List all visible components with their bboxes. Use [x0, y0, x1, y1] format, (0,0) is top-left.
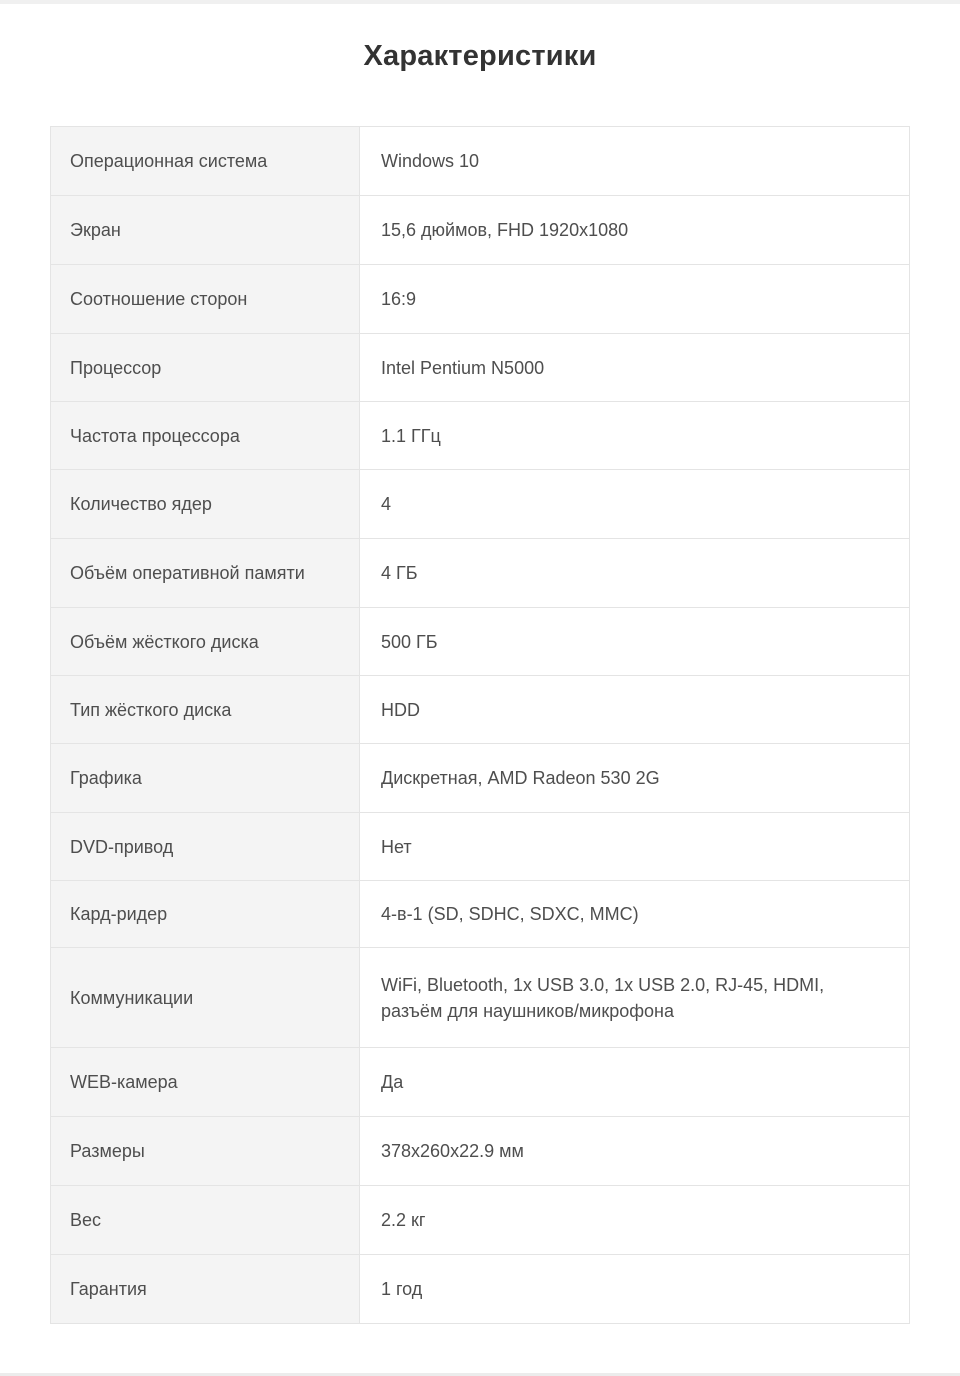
spec-label: Процессор: [51, 334, 360, 402]
spec-value: 1.1 ГГц: [360, 402, 910, 470]
table-row: [51, 265, 910, 334]
spec-label: Вес: [51, 1186, 360, 1255]
spec-label: Количество ядер: [51, 470, 360, 539]
spec-label: WEB-камера: [51, 1048, 360, 1117]
page-title: Характеристики: [363, 40, 597, 72]
spec-value: 1 год: [360, 1255, 910, 1324]
spec-value: 500 ГБ: [360, 608, 910, 676]
spec-label: Объём оперативной памяти: [51, 539, 360, 608]
spec-value: 4-в-1 (SD, SDHC, SDXC, MMC): [360, 881, 910, 948]
spec-label: Объём жёсткого диска: [51, 608, 360, 676]
spec-value: HDD: [360, 676, 910, 744]
table-row: [51, 1048, 910, 1117]
spec-label: Графика: [51, 744, 360, 813]
spec-value: 4: [360, 470, 910, 539]
table-row: [51, 539, 910, 608]
spec-value: 4 ГБ: [360, 539, 910, 608]
table-row: [51, 1186, 910, 1255]
spec-value: WiFi, Bluetooth, 1x USB 3.0, 1x USB 2.0, RJ-45, HDMI, разъём для наушников/микрофона: [360, 948, 910, 1048]
top-divider: [0, 0, 960, 4]
spec-value: 16:9: [360, 265, 910, 334]
table-row: [51, 196, 910, 265]
spec-value: Дискретная, AMD Radeon 530 2G: [360, 744, 910, 813]
spec-value: Да: [360, 1048, 910, 1117]
table-row: [51, 881, 910, 948]
table-row: [51, 744, 910, 813]
spec-label: Коммуникации: [51, 948, 360, 1048]
spec-label: Гарантия: [51, 1255, 360, 1324]
table-row: [51, 470, 910, 539]
spec-value: Нет: [360, 813, 910, 881]
spec-value: Intel Pentium N5000: [360, 334, 910, 402]
spec-label: Соотношение сторон: [51, 265, 360, 334]
table-row: [51, 676, 910, 744]
spec-label: Операционная система: [51, 127, 360, 196]
spec-table: [50, 126, 910, 1324]
spec-label: Частота процессора: [51, 402, 360, 470]
spec-value: Windows 10: [360, 127, 910, 196]
table-row: [51, 948, 910, 1048]
table-row: [51, 402, 910, 470]
spec-label: Кард-ридер: [51, 881, 360, 948]
spec-label: DVD-привод: [51, 813, 360, 881]
table-row: [51, 608, 910, 676]
table-row: [51, 1117, 910, 1186]
spec-label: Размеры: [51, 1117, 360, 1186]
spec-value: 2.2 кг: [360, 1186, 910, 1255]
table-row: [51, 127, 910, 196]
spec-label: Тип жёсткого диска: [51, 676, 360, 744]
table-row: [51, 813, 910, 881]
spec-value: 378x260x22.9 мм: [360, 1117, 910, 1186]
spec-label: Экран: [51, 196, 360, 265]
table-row: [51, 334, 910, 402]
spec-value: 15,6 дюймов, FHD 1920x1080: [360, 196, 910, 265]
table-row: [51, 1255, 910, 1324]
